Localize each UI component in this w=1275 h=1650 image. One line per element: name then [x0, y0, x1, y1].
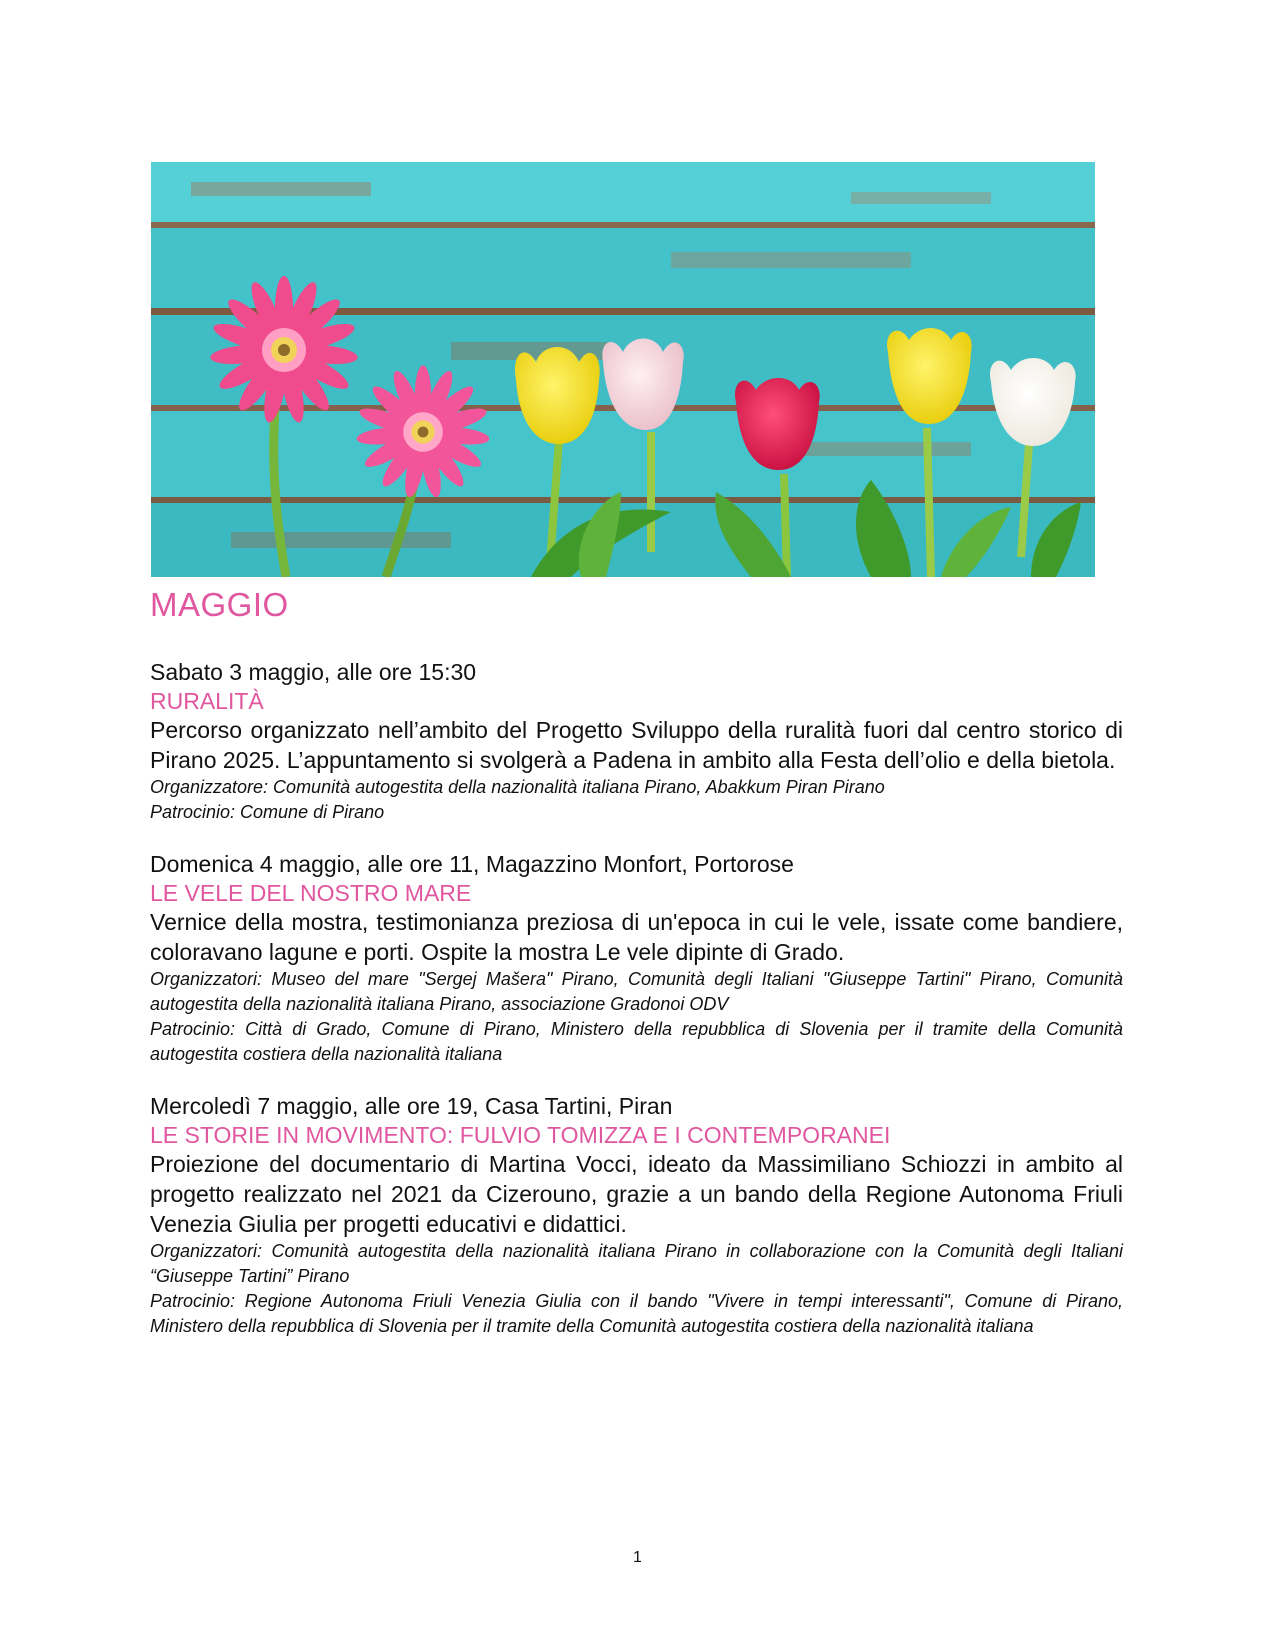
event-organizer: Organizzatori: Museo del mare "Sergej Mašera" Pirano, Comunità degli Italiani "Giuseppe Tartini" Pirano, Comunità autogestita della nazionalità italiana Pirano, associazione Gradonoi ODV — [150, 969, 1123, 1014]
event-description: Percorso organizzato nell’ambito del Progetto Sviluppo della ruralità fuori dal centro storico di Pirano 2025. L’appuntamento si svolgerà a Padena in ambito alla Festa dell’olio e della bietola. — [150, 717, 1123, 773]
event-title: LE STORIE IN MOVIMENTO: FULVIO TOMIZZA E I CONTEMPORANEI — [150, 1122, 891, 1148]
event-date: Mercoledì 7 maggio, alle ore 19, Casa Tartini, Piran — [150, 1093, 673, 1119]
events-list — [150, 657, 1123, 1363]
event-organizer: Organizzatori: Comunità autogestita della nazionalità italiana Pirano in collaborazione con la Comunità degli Italiani “Giuseppe Tartini” Pirano — [150, 1241, 1123, 1286]
event-date: Domenica 4 maggio, alle ore 11, Magazzino Monfort, Portorose — [150, 851, 794, 877]
hero-flowers-image — [151, 162, 1095, 577]
event-item — [150, 1091, 1123, 1339]
event-patronage: Patrocinio: Comune di Pirano — [150, 802, 385, 822]
event-title: RURALITÀ — [150, 688, 264, 714]
event-item — [150, 849, 1123, 1067]
month-heading: MAGGIO — [150, 586, 289, 623]
event-title: LE VELE DEL NOSTRO MARE — [150, 880, 472, 906]
event-organizer: Organizzatore: Comunità autogestita della nazionalità italiana Pirano, Abakkum Piran Pirano — [150, 777, 885, 797]
event-patronage: Patrocinio: Città di Grado, Comune di Pirano, Ministero della repubblica di Slovenia per il tramite della Comunità autogestita costiera della nazionalità italiana — [150, 1019, 1123, 1064]
event-description: Vernice della mostra, testimonianza preziosa di un'epoca in cui le vele, issate come bandiere, coloravano lagune e porti. Ospite la mostra Le vele dipinte di Grado. — [150, 909, 1123, 965]
page-number: 1 — [633, 1549, 642, 1566]
event-patronage: Patrocinio: Regione Autonoma Friuli Venezia Giulia con il bando "Vivere in tempi interessanti", Comune di Pirano, Ministero della repubblica di Slovenia per il tramite della Comunità autogestita costiera della nazionalità italiana — [150, 1291, 1123, 1336]
event-date: Sabato 3 maggio, alle ore 15:30 — [150, 659, 477, 685]
event-description: Proiezione del documentario di Martina Vocci, ideato da Massimiliano Schiozzi in ambito al progetto realizzato nel 2021 da Cizerouno, grazie a un bando della Regione Autonoma Friuli Venezia Giulia per progetti educativi e didattici. — [150, 1151, 1123, 1237]
event-item — [150, 657, 1123, 825]
